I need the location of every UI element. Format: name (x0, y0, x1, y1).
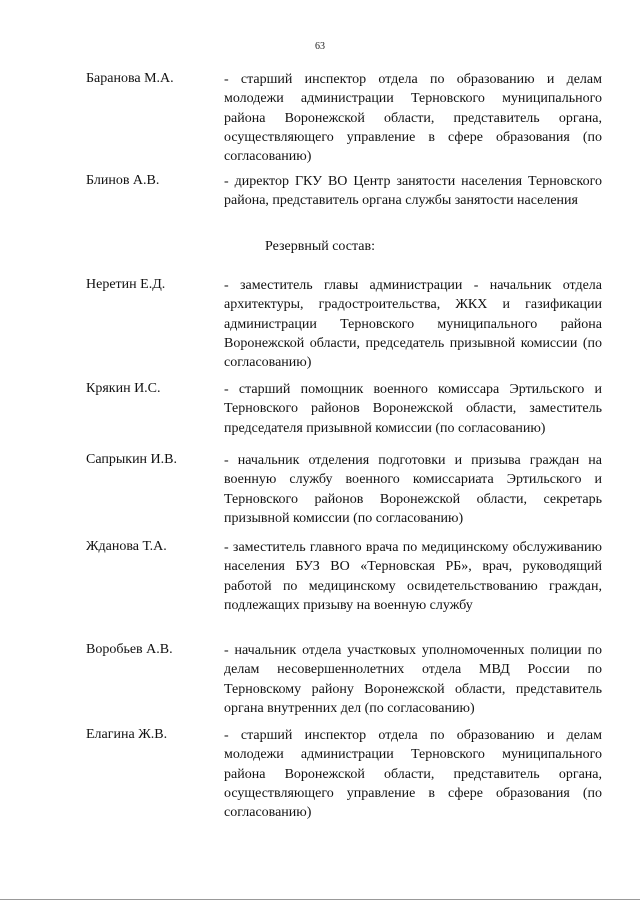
member-description: - старший инспектор отдела по образованию и делам молодежи администрации Терновского муниципального района Воронежской области, представитель органа, осуществляющего управление в сфере образования (по согласованию) (224, 728, 602, 821)
member-name: Елагина Ж.В. (86, 727, 168, 742)
member-description: - заместитель главы администрации - начальник отдела архитектуры, градостроительства, ЖКХ и газификации администрации Терновского муниципального района Воронежской области, председатель призывной комиссии (по согласованию) (224, 278, 602, 371)
member-description: - директор ГКУ ВО Центр занятости населения Терновского района, представитель органа службы занятости населения (224, 174, 602, 209)
member-name: Баранова М.А. (86, 71, 174, 86)
member-name: Крякин И.С. (86, 381, 161, 396)
member-name: Жданова Т.А. (86, 539, 167, 554)
reserve-heading: Резервный состав: (264, 239, 375, 254)
page-number: 63 (315, 41, 325, 52)
member-description: - старший помощник военного комиссара Эртильского и Терновского районов Воронежской области, заместитель председателя призывной комиссии (по согласованию) (224, 382, 602, 436)
member-name: Сапрыкин И.В. (86, 452, 177, 467)
bottom-rule (0, 899, 640, 900)
member-name: Воробьев А.В. (86, 642, 173, 657)
member-description: - старший инспектор отдела по образованию и делам молодежи администрации Терновского муниципального района Воронежской области, представитель органа, осуществляющего управление в сфере образования (по согласованию) (224, 72, 602, 165)
member-name: Неретин Е.Д. (86, 277, 166, 292)
member-description: - начальник отдела участковых уполномоченных полиции по делам несовершеннолетних отдела МВД России по Терновскому району Воронежской области, представитель органа внутренних дел (по согласованию) (224, 643, 602, 716)
member-description: - начальник отделения подготовки и призыва граждан на военную службу военного комиссариата Эртильского и Терновского районов Воронежской области, секретарь призывной комиссии (по согласованию) (224, 453, 602, 526)
member-name: Блинов А.В. (86, 173, 160, 188)
member-description: - заместитель главного врача по медицинскому обслуживанию населения БУЗ ВО «Терновская РБ», врач, руководящий работой по медицинскому освидетельствованию граждан, подлежащих призыву на военную службу (224, 540, 602, 613)
